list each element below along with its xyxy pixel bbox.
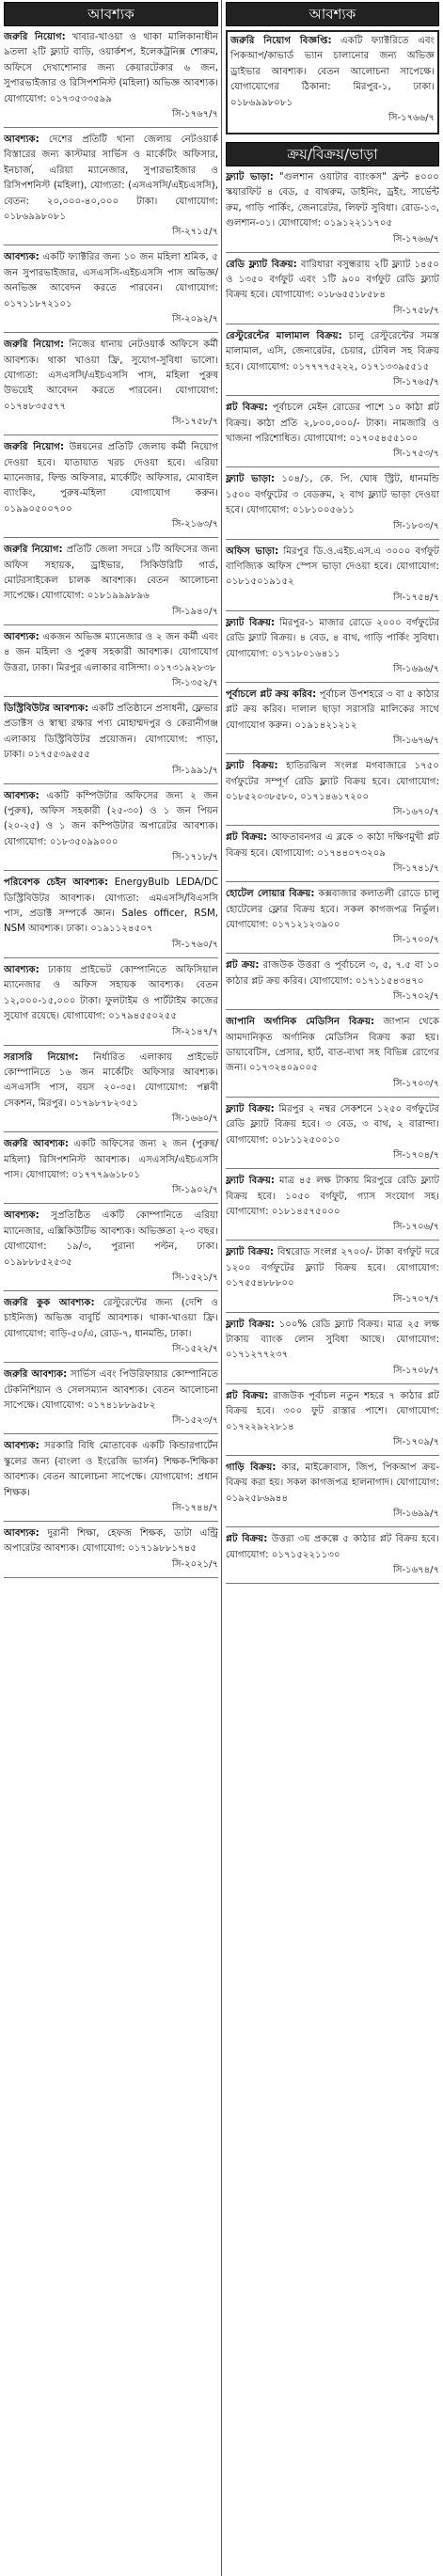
ad-body: চালু রেস্টুরেন্টের সমস্ত মালামাল, এসি, জেনারেটর, চেয়ার, টেবিল সহ বিক্রয় হবে। যোগাযোগ: ০১৭৭৭৭৫২২২, ০১৭১৩৩৯৫৫১৫ bbox=[226, 330, 439, 372]
ad-code: সি-১৭৫৮/৭ bbox=[393, 305, 439, 316]
ad-code: সি-১৬৯৯/৭ bbox=[393, 1509, 439, 1520]
classified-ad bbox=[4, 1137, 218, 1197]
ad-lead: ফ্ল্যাট ভাড়া: bbox=[226, 474, 276, 485]
ad-body: বিশ্বরোড সংলগ্ন ২৭০০/- টাকা বর্গফুট দরে ১২০০ বর্গফুটের ফ্ল্যাট বিক্রয় হবে। যোগাযোগ: ০১৭৫৫৪৮৮৮০০ bbox=[226, 1247, 439, 1289]
ad-body: আফতাবনগর এ ব্লকে ৩ কাঠা দক্ষিণমুখী প্লট বিক্রয় হবে। যোগাযোগ: ০১৭৪৪০৭৩২০৯ bbox=[226, 832, 439, 859]
ad-code: সি-১৭৫৩/৭ bbox=[393, 449, 439, 460]
ad-lead: জরুরি কুক আবশ্যক: bbox=[4, 1297, 95, 1308]
ad-body: পূর্বাচল উপশহরে ৩ বা ৫ কাঠার প্লট ক্রয় করিব। দালাল ছাড়া সরাসরি মালিকের সাথে যোগাযোগ করুন। ০১৯১৪২১২১২ bbox=[226, 688, 439, 731]
classified-ad bbox=[226, 329, 439, 389]
ad-code: সি-১৭৫৮/৭ bbox=[172, 417, 218, 428]
ad-separator bbox=[226, 1240, 439, 1241]
ad-lead: আবশ্যক: bbox=[4, 1210, 40, 1222]
right-column bbox=[226, 0, 439, 2572]
classified-ad bbox=[4, 702, 218, 778]
ad-separator bbox=[226, 881, 439, 882]
ad-lead: ফ্ল্যাট বিক্রয়: bbox=[226, 1176, 275, 1187]
ad-lead: আবশ্যক: bbox=[4, 1528, 40, 1540]
classified-ad bbox=[4, 440, 218, 531]
ad-body: একটি অফিসের জন্য ২ জন (পুরুষ/মহিলা) রিসিপশনিস্ট আবশ্যক। এসএসসি/এইচএসসি পাস। যোগাযোগ: ০১৭৭৭৯৬১৮০১ bbox=[4, 1139, 218, 1180]
ad-code: সি-১৭০৯/৭ bbox=[393, 1436, 439, 1447]
ad-body: মিরপুর-১ মাজার রোডে ২০০০ বর্গফুটের রেডি ফ্ল্যাট বিক্রয়। ৪ বেড, ৪ বাথ, গাড়ি পার্কিং সুবিধা। যোগাযোগ: ০১৭১৮০১৬৪১১ bbox=[226, 617, 439, 659]
classified-ad bbox=[226, 1015, 439, 1091]
ad-separator bbox=[4, 1203, 218, 1204]
ad-code: সি-১৭৪১/৭ bbox=[393, 863, 439, 875]
ad-lead: পরিবেশক চেইন আবশ্যক: bbox=[4, 877, 109, 889]
ad-body: পূর্বাচলে মেইন রোডের পাশে ১০ কাঠা প্লট বিক্রয়। কাঠা প্রতি ২,৮০০,০০০/- টাকা। নামজারি ও খাজনা পরিশোধিত। যোগাযোগ: ০১৭০৫৪৫৫১০০ bbox=[226, 403, 439, 444]
ad-body: ঢাকায় প্রাইভেট কোম্পানিতে অফিসিয়াল ম্যানেজার ও অফিস সহায়ক আবশ্যক। বেতন ১২,০০০-১৫,০০০ টাকা। ফুলটাইম ও পার্টটাইম কাজের সুযোগ রয়েছে। যোগাযোগ: ০১৭৯৪৫৫০২৫৫ bbox=[4, 964, 218, 1022]
ad-body: ১০০% রেডি ফ্ল্যাট বিক্রয়। মাত্র ২৫ লক্ষ টাকায় ব্যাংক লোন সুবিধা আছে। যোগাযোগ: ০১৭১২৭৭২৩৭ bbox=[226, 1319, 439, 1361]
ad-code: সি-১৭৬৬/৭ bbox=[388, 113, 435, 124]
ad-separator bbox=[4, 1131, 218, 1132]
classified-ad bbox=[226, 258, 439, 318]
left-ads-list bbox=[4, 30, 218, 1578]
ad-separator bbox=[4, 870, 218, 871]
ad-lead: হোটেল লোয়ার বিক্রয়: bbox=[226, 889, 315, 900]
ad-separator bbox=[4, 1433, 218, 1434]
ad-separator bbox=[226, 1583, 439, 1584]
classified-ad bbox=[230, 34, 435, 125]
ad-body: একটি কম্পিউটার অফিসের জন্য ২ জন (পুরুষ), অফিস সহকারী (২৫-৩০) ও ১ জন পিয়ন (২০-২৫) ও ১ জন কম্পিউটার অপারেটর আবশ্যক। যোগাযোগ: ০১৮৩৫০৯৯০০০ bbox=[4, 790, 218, 847]
ad-code: সি-১৭৬৫/৭ bbox=[393, 377, 439, 388]
classified-ad bbox=[226, 1102, 439, 1162]
ad-separator bbox=[226, 1097, 439, 1098]
ad-lead: প্লট বিক্রয়: bbox=[226, 832, 267, 844]
ad-code: সি-১৭০৬/৭ bbox=[393, 1222, 439, 1233]
ad-lead: আবশ্যক: bbox=[4, 1441, 40, 1452]
ad-code: সি-১৫২৩/৭ bbox=[172, 1415, 218, 1427]
ad-code: সি-২০৯২/৭ bbox=[172, 314, 218, 325]
ad-body: উত্তরা ৩য় প্রকল্পে ৫ কাঠার প্লট বিক্রয় হবে। যোগাযোগ: ০১৭১৫২২১১৩০ bbox=[226, 1534, 439, 1560]
classified-ad bbox=[4, 963, 218, 1039]
ad-body: রাজউক পূর্বাচল নতুন শহরে ৭ কাঠার প্লট বিক্রয় হবে। ৩০০ ফুট রাস্তার পাশে। যোগাযোগ: ০১৭২২৯২২৮১৪ bbox=[226, 1390, 439, 1432]
ad-code: সি-১৯০২/৭ bbox=[172, 1185, 218, 1196]
classified-ad bbox=[4, 1526, 218, 1572]
classified-ad bbox=[4, 1439, 218, 1515]
ad-code: সি-১৭০৪/৭ bbox=[393, 1150, 439, 1162]
ad-separator bbox=[4, 332, 218, 333]
ad-code: সি-১৫২১/৭ bbox=[172, 1272, 218, 1283]
ad-code: সি-১৭০০/৭ bbox=[393, 935, 439, 946]
ad-code: সি-১৭০৩/৭ bbox=[393, 1078, 439, 1089]
classified-ad bbox=[4, 876, 218, 952]
classified-ad bbox=[4, 30, 218, 121]
ad-code: সি-১৬৭৪/৭ bbox=[393, 1565, 439, 1575]
classified-ad bbox=[226, 958, 439, 1004]
ad-lead: গাড়ি বিক্রয়: bbox=[226, 1462, 277, 1473]
ad-separator bbox=[4, 783, 218, 784]
ad-code: সি-১৩৫২/৭ bbox=[172, 678, 218, 688]
ad-separator bbox=[4, 1521, 218, 1522]
classified-ad bbox=[226, 401, 439, 461]
ad-lead: জাপানি অর্গানিক মেডিসিন বিক্রয়: bbox=[226, 1017, 375, 1028]
ad-body: মিরপুর ডি.ও.এইচ.এস.এ ৩০০০ বর্গফুট বাণিজ্যিক অফিস স্পেস ভাড়া দেওয়া হবে। যোগাযোগ: ০১৮১৫০১৯১৫২ bbox=[226, 545, 439, 588]
ad-separator bbox=[226, 753, 439, 754]
ad-lead: আবশ্যক: bbox=[4, 964, 40, 975]
ad-separator bbox=[4, 1290, 218, 1291]
ad-code: সি-১৬৭০/৭ bbox=[393, 807, 439, 818]
section-header-buy-sell-rent: ক্রয়/বিক্রয়/ভাড়া bbox=[226, 142, 439, 166]
ad-body: মাত্র ৪৫ লক্ষ টাকায় মিরপুরে রেডি ফ্ল্যাট বিক্রয় হবে। ১০৫০ বর্গফুট, গ্যাস সংযোগ সহ। যোগাযোগ: ০১৮১৪৫৭৫০০০ bbox=[226, 1176, 439, 1217]
classified-ad bbox=[226, 830, 439, 876]
ad-separator bbox=[226, 825, 439, 826]
ad-code: সি-১৫২২/৭ bbox=[172, 1344, 218, 1355]
section-header-wanted: আবশ্যক bbox=[4, 2, 218, 26]
classified-ad bbox=[226, 1174, 439, 1234]
classified-ad bbox=[226, 1245, 439, 1305]
classified-ad bbox=[4, 543, 218, 619]
ad-body: সরকারি বিধি মোতাবেক একটি কিন্ডারগার্টেন স্কুলের জন্য (বাংলা ও ইংরেজি ভার্সন) শিক্ষক-শিক্ষিকা আবশ্যক। বেতন আলোচনা সাপেক্ষে। যোগাযোগ: প্রধান শিক্ষক। bbox=[4, 1441, 218, 1498]
ad-body: বারিধারা বসুন্ধরায় ২টি ফ্ল্যাট ১৪৫০ ও ১৩৫০ বর্গফুট এবং ১টি ৯০০ বর্গফুট রেডি ফ্ল্যাট বিক্রয় হবে। যোগাযোগ: ০১৮৬৫৫১৮৫৮৪ bbox=[226, 259, 439, 301]
ad-lead: ফ্ল্যাট বিক্রয়: bbox=[226, 1103, 275, 1114]
ad-lead: ডিস্ট্রিবিউটর আবশ্যক: bbox=[4, 703, 89, 714]
ad-separator bbox=[4, 537, 218, 538]
ad-body: একটি ফ্যাক্টরিতে এবং পিকআপ/কাভার্ড ভ্যান চালানোর জন্য অভিজ্ঞ ড্রাইভার আবশ্যক। বেতন আলোচনা সাপেক্ষে। যোগাযোগের ঠিকানা: মিরপুর-১, ঢাকা। ০১৮৬৯৯৮০৮১ bbox=[230, 36, 435, 108]
section-header-wanted-right: আবশ্যক bbox=[226, 2, 439, 26]
ad-code: সি-২১৬৩/৭ bbox=[172, 519, 218, 530]
ad-separator bbox=[4, 696, 218, 697]
ad-code: সি-১৯৪০/৭ bbox=[172, 606, 218, 617]
classified-ad bbox=[226, 170, 439, 246]
classified-ad bbox=[226, 1532, 439, 1577]
ad-body: সুপ্রতিষ্ঠিত একটি কোম্পানিতে এরিয়া ম্যানেজার, এক্সিকিউটিভ আবশ্যক। অভিজ্ঞতা ২-৩ বছর। যোগাযোগ: ১৯/৩, পুরানা পল্টন, ঢাকা। ০১৯৮৮৮৫২৫৩৫ bbox=[4, 1210, 218, 1268]
ad-body: খাবার-খাওয়া ও থাকা মালিকানাধীন ৯তলা ২টি ফ্ল্যাট বাড়ি, ওয়ার্কশপ, ইলেকট্রনিক্স শোরুম, অফিসে দেখাশোনার জন্য কেয়ারটেকার ৬ জন, সুপারভাইজার ও রিসিপশনিস্ট (মহিলা) অভিজ্ঞ আবশ্যক। যোগাযোগ: ০১৭৩৫৩৩৫৯৯ bbox=[4, 32, 218, 104]
classified-ad bbox=[4, 133, 218, 239]
ad-lead: জরুরি আবশ্যক: bbox=[4, 1369, 68, 1381]
ad-separator bbox=[226, 1455, 439, 1456]
ad-code: সি-১৬৯৬/৭ bbox=[393, 663, 439, 674]
classified-ad bbox=[226, 759, 439, 819]
ad-code: সি-১৮০৩/৭ bbox=[393, 520, 439, 531]
ad-separator bbox=[226, 1312, 439, 1313]
ad-body: দেশের প্রতিটি থানা জেলায় নেটওয়ার্ক বিস্তারের জন্য কাস্টমার সার্ভিস ও মার্কেটিং অফিসার, ইনচার্জ, এরিয়া ম্যানেজার, সুপারভাইজার ও রিসিপশনিস্ট (মহিলা), যোগ্যতা: (এসএসসি/এইচএসসি), বেতন: ২০,০০০-৪০,০০০ টাকা। যোগাযোগ: ০১৮৬৯৯৮০৮১ bbox=[4, 134, 218, 223]
ad-lead: আবশ্যক: bbox=[4, 252, 40, 263]
ad-lead: ফ্ল্যাট বিক্রয়: bbox=[226, 1319, 275, 1330]
ad-body: একটি প্রতিষ্ঠানে প্রসাধনী, ফ্লেভার প্রডাক্টস ও স্বাস্থ্য রক্ষার পণ্য মোহাম্মদপুর ও কেরানীগঞ্জ এলাকায় ডিস্ট্রিবিউটর প্রয়োজন। যোগাযোগ: পাড়া, ঢাকা। ০১৭৫৫৩৯৫৫৫ bbox=[4, 703, 218, 761]
ad-lead: অফিস ভাড়া: bbox=[226, 545, 279, 557]
ad-lead: আবশ্যক: bbox=[4, 631, 40, 642]
column-divider bbox=[221, 0, 222, 2576]
ad-separator bbox=[4, 127, 218, 128]
ad-lead: প্লট বিক্রয়: bbox=[226, 1390, 269, 1401]
classified-ad bbox=[4, 789, 218, 865]
ad-lead: জরুরি নিয়োগ: bbox=[4, 442, 65, 453]
classified-ad bbox=[226, 1318, 439, 1378]
ad-separator bbox=[226, 953, 439, 954]
ad-code: সি-১৭০৭/৭ bbox=[393, 1293, 439, 1304]
ad-separator bbox=[226, 1009, 439, 1010]
ad-body: প্রতিটি জেলা সদরে ১টি অফিসের জন্য অফিস সহায়ক, ড্রাইভার, সিকিউরিটি গার্ড, মোটরসাইকেল চালক আবশ্যক। বেতন আলোচনা সাপেক্ষে। যোগাযোগ: ০১৮১৯৯৯৮৯৬ bbox=[4, 545, 218, 602]
boxed-ad bbox=[226, 30, 439, 134]
left-column bbox=[4, 0, 218, 2572]
ad-lead: ফ্ল্যাট বিক্রয়: bbox=[226, 761, 278, 772]
ad-body: রাজউক উত্তরা ও পূর্বাচলে ৩, ৫, ৭.৫ বা ১০ কাঠার প্লট ক্রয় করিব। যোগাযোগ: ০১৭১১৫৪৩৪৭০ bbox=[226, 960, 439, 987]
ad-separator bbox=[226, 1168, 439, 1169]
ad-body: "গুলশান ওয়াটার ব্যাংকস" ফ্রন্ট ৪০০০ স্কয়ারফিট ৪ বেড, ৫ বাথরুম, ডাইনিং, ড্রইং, সার্ভেন্ট রুম, গাড়ি পার্কিং, জেনারেটর, লিফট সুবিধা। রোড-১৩, গুলশান-০১। যোগাযোগ: ০১৯১২২১১৭০৫ bbox=[226, 172, 439, 229]
ad-separator bbox=[226, 682, 439, 683]
classified-ad bbox=[226, 545, 439, 605]
ad-lead: প্লট বিক্রয়: bbox=[226, 403, 268, 414]
ad-code: সি-১৭৬৭/৭ bbox=[172, 109, 218, 120]
ad-body: একজন অভিজ্ঞ ম্যানেজার ও ২ জন কর্মী এবং ৪ জন মহিলা ও পুরুষ সহকারী আবশ্যক। যোগাযোগ উত্তরা, ঢাকা। মিরপুর এলাকার বাসিন্দা। ০১৭৩১৯২৮৩৮ bbox=[4, 631, 218, 673]
classified-ad bbox=[226, 687, 439, 748]
ad-code: সি-১৭৪৪/৭ bbox=[172, 1503, 218, 1514]
ad-body: উন্নয়নের প্রতিটি জেলায় কর্মী নিয়োগ দেওয়া হবে। যাতায়াত খরচ দেওয়া হবে। এরিয়া ম্যানেজার, ফিল্ড অফিসার, মার্কেটিং অফিসার, মোবাইল ব্যাংকিং, পুরুষ-মহিলা যোগাযোগ করুন। ০১৯৯০৫০০৭০০ bbox=[4, 442, 218, 514]
classified-ad bbox=[4, 1296, 218, 1356]
ad-lead: সরাসরি নিয়োগ: bbox=[4, 1051, 79, 1063]
ad-separator bbox=[4, 624, 218, 625]
classified-ad bbox=[4, 1051, 218, 1127]
classified-ad bbox=[4, 250, 218, 326]
ad-body: কার, মাইক্রোবাস, জিপ, পিকআপ ক্রয়-বিক্রয় করা হয়। সকল কাগজপত্র হালনাগাদ। যোগাযোগ: ০১৯২৫৮৬৯৪৪ bbox=[226, 1462, 439, 1504]
ad-code: সি-২৭১৫/৭ bbox=[172, 227, 218, 238]
ad-body: কক্সবাজার কলাতলী রোডে চালু হোটেলের ফ্লোর বিক্রয় হবে। সকল কাগজপত্র নির্ভুল। যোগাযোগ: ০১৭১২১২৩৯০০ bbox=[226, 889, 439, 931]
ad-code: সি-১৬৬০/৭ bbox=[172, 1114, 218, 1125]
classified-ad bbox=[226, 1389, 439, 1449]
ad-lead: জরুরি নিয়োগ: bbox=[4, 32, 66, 42]
ad-separator bbox=[4, 1577, 218, 1578]
ad-body: হাতিরঝিল সংলগ্ন মগবাজারে ১৭৫০ বর্গফুটের সম্পূর্ণ রেডি ফ্ল্যাট বিক্রয় হবে। যোগাযোগ: ০১৮৫২০৩৮৫৮০, ০১৭১৪৬১৭২০০ bbox=[226, 761, 439, 802]
classified-ad bbox=[226, 472, 439, 532]
ad-separator bbox=[226, 1526, 439, 1527]
right-ads-list bbox=[226, 170, 439, 1584]
ad-lead: জরুরি নিয়োগ: bbox=[4, 545, 63, 556]
ad-body: ১০৪/১, কে. পি. ঘোষ স্ট্রিট, ধানমন্ডি ১৫০০ বর্গফুটের ৩ বেডরুম, ২ বাথ ফ্ল্যাট ভাড়া দেওয়া হবে। যোগাযোগ: ০১৮১০০৫৬১১ bbox=[226, 474, 439, 516]
ad-separator bbox=[226, 610, 439, 611]
ad-code: সি-১৯৯১/৭ bbox=[172, 765, 218, 776]
ad-code: সি-২১৪৭/৭ bbox=[172, 1026, 218, 1037]
ad-lead: ফ্ল্যাট বিক্রয়: bbox=[226, 1247, 274, 1258]
ad-separator bbox=[226, 466, 439, 467]
ad-code: সি-১৭৫৪/৭ bbox=[393, 592, 439, 603]
classified-ad bbox=[4, 338, 218, 429]
ad-separator bbox=[226, 539, 439, 540]
classified-ad bbox=[226, 887, 439, 947]
ad-lead: প্লট বিক্রয়: bbox=[226, 1534, 268, 1545]
classified-ad bbox=[226, 616, 439, 676]
ad-body: সার্ভিস এবং পিউরিফায়ার কোম্পানিতে টেকনিশিয়ান ও সেলসম্যান আবশ্যক। বেতন আলোচনা সাপেক্ষে। যোগাযোগ: ০১৭৪১৮৮৯৫৮২ bbox=[4, 1369, 218, 1411]
ad-separator bbox=[4, 1045, 218, 1046]
ad-lead: আবশ্যক: bbox=[4, 134, 40, 146]
classified-ad bbox=[4, 630, 218, 690]
ad-code: সি-১৭৬০/৭ bbox=[172, 939, 218, 950]
ad-separator bbox=[226, 1383, 439, 1384]
ad-body: নির্ধারিত এলাকায় প্রাইভেট কোম্পানিতে ১৬ জন মার্কেটিং অফিসার আবশ্যক। এসএসসি পাস, বয়স ২০-৩৫। যোগাযোগ: পল্লবী সেকশন, মিরপুর। ০১৭৯৮৭৮২৩৫১ bbox=[4, 1051, 218, 1109]
classified-ad bbox=[4, 1209, 218, 1285]
ad-code: সি-১৭৬৬/৭ bbox=[393, 233, 439, 245]
ad-code: সি-১৭০২/৭ bbox=[393, 991, 439, 1003]
ad-lead: রেডি ফ্ল্যাট বিক্রয়: bbox=[226, 259, 297, 270]
ad-separator bbox=[4, 957, 218, 958]
ad-separator bbox=[226, 395, 439, 396]
ad-lead: পূর্বাচলে প্লট ক্রয় করিব: bbox=[226, 688, 317, 700]
classified-ad bbox=[226, 1461, 439, 1521]
ad-body: নিজের ধানায় নেটওয়ার্ক অফিসে কর্মী আবশ্যক। থাকা খাওয়া ফ্রি, সুযোগ-সুবিধা ভালো। যোগ্যতা: এসএসসি/এইচএসসি পাস, মহিলা পুরুষ উভয়েই আবেদন করতে পারবেন। যোগাযোগ: ০১৭৪৮৩৫৫৭৭ bbox=[4, 340, 218, 412]
ad-lead: রেস্টুরেন্টের মালামাল বিক্রয়: bbox=[226, 330, 342, 341]
ad-code: সি-২০২১/৭ bbox=[172, 1558, 218, 1570]
ad-code: সি-১৭১৮/৭ bbox=[172, 852, 218, 863]
ad-body: EnergyBulb LEDA/DC ডিস্ট্রিবিউটর আবশ্যক। যোগ্যতা: এমএসসি/বিএসসি পাস, প্রডাক্ট সম্পর্কে জ্ঞান। Sales officer, RSM, NSM আবশ্যক। ঢাকা। ০১৯১১২৪৫০৭ bbox=[4, 877, 218, 935]
ad-lead: জরুরি নিয়োগ: bbox=[4, 340, 65, 351]
ad-code: সি-১৬৭৬/৭ bbox=[393, 735, 439, 747]
ad-body: মিরপুর ২ নম্বর সেকশনে ১২৫০ বর্গফুটের রেডি ফ্ল্যাট বিক্রয় হবে। ৩ বেড, ৩ বাথ, ২ বারান্দা। যোগাযোগ: ০১৮১১২৫০০১০ bbox=[226, 1103, 439, 1146]
ad-body: জাপান থেকে আমদানিকৃত অর্গানিক মেডিসিন বিক্রয় করা হয়। ডায়াবেটিস, প্রেসার, হার্ট, বাত-ব্যথা সহ বিভিন্ন রোগের জন্য। ০১৭৩২৪০৯০০৫ bbox=[226, 1017, 439, 1074]
classified-ad bbox=[4, 1367, 218, 1428]
ad-body: রেস্টুরেন্টের জন্য (দেশি ও চাইনিজ) অভিজ্ঞ বাবুর্চি আবশ্যক। থাকা-খাওয়া ফ্রি। যোগাযোগ: বাড়ি-৫০/এ, রোড-৭, ধানমন্ডি, ঢাকা। bbox=[4, 1297, 218, 1339]
ad-lead: জরুরি আবশ্যক: bbox=[4, 1139, 69, 1150]
ad-separator bbox=[4, 1362, 218, 1363]
ad-lead: প্লট ক্রয়: bbox=[226, 960, 260, 972]
ad-code: সি-১৭০৮/৭ bbox=[393, 1365, 439, 1376]
ad-body: দুরানী শিক্ষা, হেফজ শিক্ষক, ডাটা এন্ট্রি অপারেটর আবশ্যক। যোগাযোগ: ০১৭১৯৮৮১৭৪৫ bbox=[4, 1528, 218, 1555]
ad-separator bbox=[226, 252, 439, 253]
ad-body: একটি ফ্যাক্টরির জন্য ১০ জন মহিলা শ্রমিক, ৫ জন সুপারভাইজার, এসএসসি-এইচএসসি পাস অভিজ্ঞ/অনভিজ্ঞ আবেদন করতে পারবেন। যোগাযোগ: ০১৭১১৮৭২১০১ bbox=[4, 252, 218, 309]
ad-lead: জরুরি নিয়োগ বিজ্ঞপ্তি: bbox=[230, 36, 332, 46]
ad-lead: ফ্ল্যাট বিক্রয়: bbox=[226, 617, 276, 628]
ad-lead: আবশ্যক: bbox=[4, 790, 40, 801]
ad-lead: ফ্ল্যাট ভাড়া: bbox=[226, 172, 274, 183]
